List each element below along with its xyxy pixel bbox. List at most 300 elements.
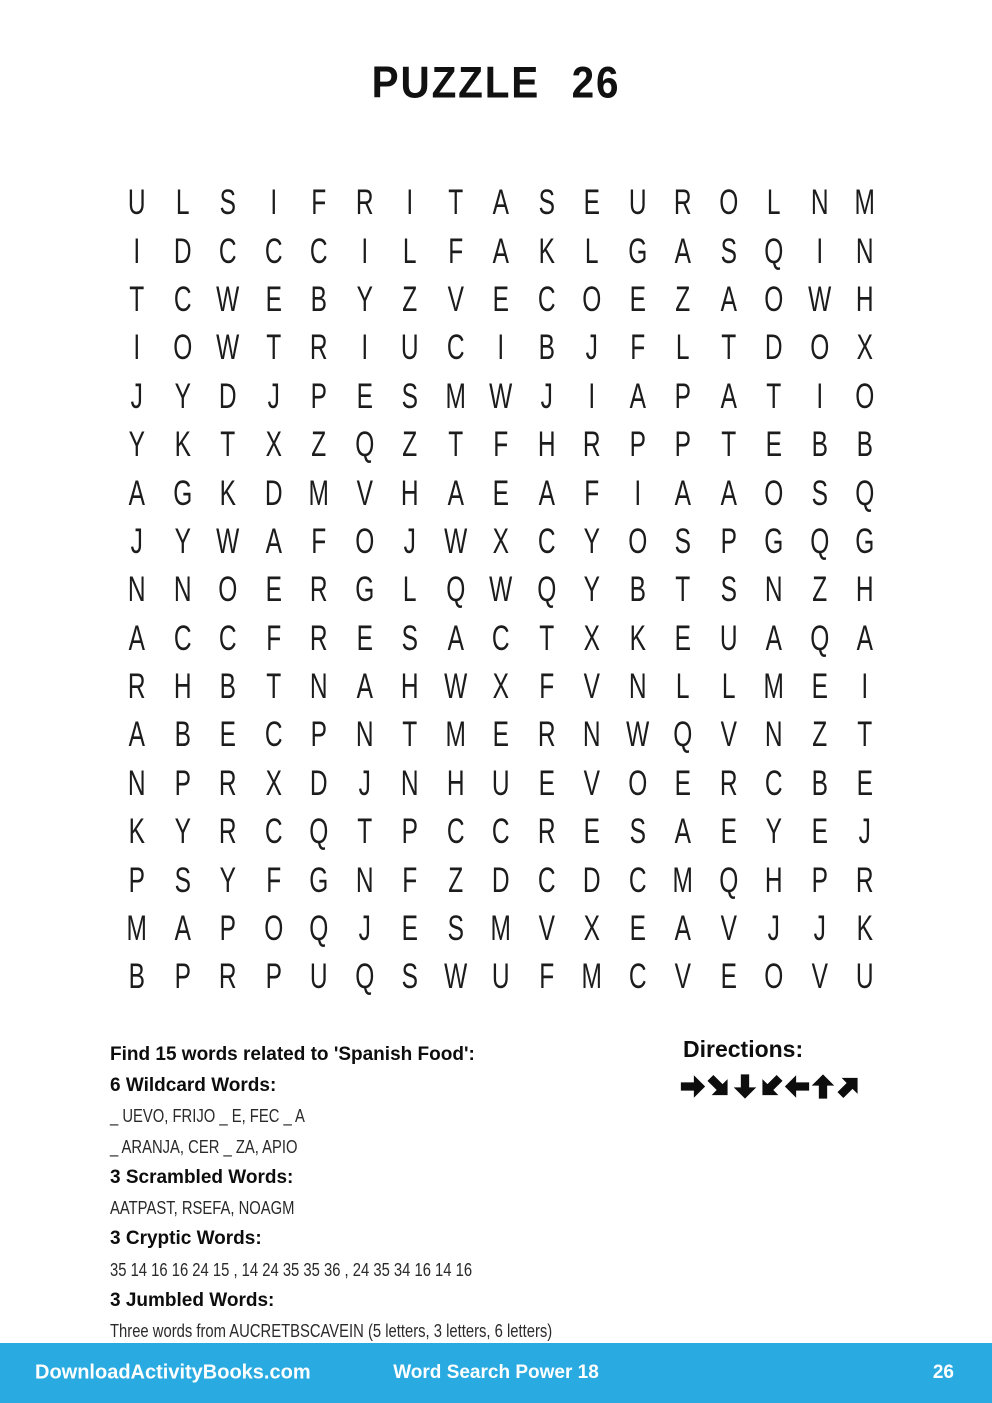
grid-cell: F xyxy=(265,860,281,900)
clues-section xyxy=(110,1040,680,1347)
grid-cell: G xyxy=(309,860,329,900)
clue-line xyxy=(110,1255,680,1286)
grid-cell: G xyxy=(855,521,875,561)
grid-cell: V xyxy=(583,763,600,803)
grid-cell: P xyxy=(310,376,327,416)
find-words-heading: Find 15 words related to 'Spanish Food': xyxy=(110,1044,475,1065)
grid-cell: J xyxy=(358,763,371,803)
grid-cell: W xyxy=(625,715,649,755)
grid-row xyxy=(114,663,888,711)
grid-cell: A xyxy=(128,715,145,755)
grid-cell: R xyxy=(218,957,237,997)
grid-cell: Z xyxy=(447,860,463,900)
grid-cell: J xyxy=(267,376,280,416)
grid-cell: G xyxy=(354,570,374,610)
grid-cell: I xyxy=(861,667,869,707)
clue-line-text: _ ARANJA, CER _ ZA, APIO xyxy=(110,1136,298,1158)
grid-cell: N xyxy=(173,570,192,610)
grid-cell: L xyxy=(584,231,599,271)
grid-cell: R xyxy=(218,812,237,852)
grid-cell: J xyxy=(358,909,371,949)
grid-cell: Z xyxy=(402,279,418,319)
grid-cell: L xyxy=(766,183,781,223)
grid-row xyxy=(114,324,888,372)
clue-line-text: AATPAST, RSEFA, NOAGM xyxy=(110,1197,295,1219)
grid-cell: E xyxy=(765,425,782,465)
grid-cell: C xyxy=(446,328,465,368)
grid-cell: R xyxy=(309,570,328,610)
grid-cell: S xyxy=(401,957,418,997)
grid-row xyxy=(114,421,888,469)
footer-bar xyxy=(0,1343,992,1403)
grid-cell: S xyxy=(720,570,737,610)
grid-row xyxy=(114,808,888,856)
grid-cell: C xyxy=(264,715,283,755)
grid-cell: B xyxy=(128,957,145,997)
grid-cell: S xyxy=(538,183,555,223)
grid-cell: O xyxy=(764,279,784,319)
grid-cell: B xyxy=(538,328,555,368)
grid-cell: J xyxy=(858,812,871,852)
grid-cell: Z xyxy=(402,425,418,465)
grid-cell: T xyxy=(129,279,145,319)
grid-cell: E xyxy=(492,715,509,755)
grid-cell: P xyxy=(674,425,691,465)
grid-cell: P xyxy=(310,715,327,755)
grid-cell: R xyxy=(309,618,328,658)
grid-cell: N xyxy=(764,715,783,755)
grid-cell: N xyxy=(810,183,829,223)
grid-cell: K xyxy=(174,425,191,465)
grid-cell: N xyxy=(764,570,783,610)
grid-cell: C xyxy=(537,279,556,319)
grid-cell: S xyxy=(447,909,464,949)
grid-cell: B xyxy=(219,667,236,707)
grid-cell: W xyxy=(443,521,467,561)
down-right-arrow-icon xyxy=(706,1067,732,1105)
grid-cell: E xyxy=(856,763,873,803)
grid-cell: C xyxy=(173,618,192,658)
grid-cell: V xyxy=(356,473,373,513)
grid-cell: S xyxy=(174,860,191,900)
grid-cell: T xyxy=(265,667,281,707)
grid-cell: W xyxy=(216,328,240,368)
grid-cell: R xyxy=(309,328,328,368)
grid-cell: V xyxy=(674,957,691,997)
grid-cell: N xyxy=(355,860,374,900)
grid-cell: P xyxy=(174,957,191,997)
grid-cell: B xyxy=(811,763,828,803)
grid-cell: I xyxy=(133,231,141,271)
grid-cell: P xyxy=(219,909,236,949)
grid-cell: Q xyxy=(809,521,829,561)
grid-cell: Y xyxy=(583,570,600,610)
grid-cell: V xyxy=(583,667,600,707)
grid-cell: P xyxy=(174,763,191,803)
grid-cell: G xyxy=(764,521,784,561)
grid-cell: T xyxy=(675,570,691,610)
grid-row xyxy=(114,856,888,904)
grid-row xyxy=(114,179,888,227)
grid-cell: V xyxy=(538,909,555,949)
grid-cell: B xyxy=(811,425,828,465)
grid-cell: M xyxy=(445,376,466,416)
grid-cell: Q xyxy=(718,860,738,900)
grid-cell: A xyxy=(356,667,373,707)
grid-cell: A xyxy=(674,812,691,852)
direction-arrows xyxy=(680,1067,862,1105)
grid-cell: L xyxy=(721,667,736,707)
grid-cell: C xyxy=(491,618,510,658)
grid-cell: Y xyxy=(356,279,373,319)
directions-section xyxy=(683,1036,862,1105)
grid-cell: U xyxy=(719,618,738,658)
grid-cell: R xyxy=(537,715,556,755)
grid-cell: M xyxy=(308,473,329,513)
grid-cell: E xyxy=(356,618,373,658)
grid-cell: E xyxy=(811,812,828,852)
grid-cell: R xyxy=(355,183,374,223)
grid-cell: B xyxy=(174,715,191,755)
directions-heading: Directions: xyxy=(683,1036,804,1062)
grid-cell: U xyxy=(309,957,328,997)
grid-cell: U xyxy=(491,957,510,997)
grid-cell: T xyxy=(857,715,873,755)
grid-cell: I xyxy=(633,473,641,513)
grid-cell: J xyxy=(767,909,780,949)
grid-cell: B xyxy=(310,279,327,319)
grid-cell: N xyxy=(628,667,647,707)
grid-cell: P xyxy=(811,860,828,900)
grid-cell: A xyxy=(128,618,145,658)
grid-cell: F xyxy=(629,328,645,368)
grid-cell: C xyxy=(537,521,556,561)
grid-cell: F xyxy=(538,667,554,707)
grid-cell: R xyxy=(719,763,738,803)
grid-cell: O xyxy=(718,183,738,223)
grid-cell: X xyxy=(856,328,873,368)
grid-cell: C xyxy=(264,812,283,852)
grid-cell: M xyxy=(854,183,875,223)
grid-cell: H xyxy=(400,667,419,707)
clue-line-text: Three words from AUCRETBSCAVEIN (5 letters, 3 letters, 6 letters) xyxy=(110,1320,553,1342)
grid-cell: T xyxy=(447,183,463,223)
grid-cell: W xyxy=(489,376,513,416)
grid-cell: X xyxy=(265,763,282,803)
grid-cell: O xyxy=(764,957,784,997)
grid-cell: J xyxy=(813,909,826,949)
grid-cell: C xyxy=(537,860,556,900)
grid-cell: J xyxy=(130,376,143,416)
grid-cell: M xyxy=(445,715,466,755)
grid-cell: I xyxy=(360,231,368,271)
grid-row xyxy=(114,469,888,517)
grid-cell: C xyxy=(218,618,237,658)
page-title: PUZZLE 26 xyxy=(371,57,621,108)
left-arrow-icon xyxy=(784,1067,810,1105)
grid-cell: I xyxy=(133,328,141,368)
footer-book-title: Word Search Power 18 xyxy=(393,1362,599,1383)
grid-cell: I xyxy=(815,231,823,271)
grid-cell: N xyxy=(582,715,601,755)
grid-cell: R xyxy=(537,812,556,852)
grid-cell: Z xyxy=(311,425,327,465)
clue-line xyxy=(110,1193,680,1224)
footer-page-number: 26 xyxy=(932,1362,954,1383)
grid-cell: Q xyxy=(354,425,374,465)
grid-cell: A xyxy=(674,909,691,949)
grid-cell: E xyxy=(219,715,236,755)
grid-cell: X xyxy=(583,618,600,658)
grid-cell: Q xyxy=(809,618,829,658)
grid-cell: W xyxy=(489,570,513,610)
grid-cell: P xyxy=(401,812,418,852)
grid-cell: O xyxy=(809,328,829,368)
grid-cell: Y xyxy=(174,812,191,852)
grid-row xyxy=(114,227,888,275)
grid-cell: E xyxy=(265,279,282,319)
grid-cell: S xyxy=(401,376,418,416)
grid-cell: O xyxy=(764,473,784,513)
grid-cell: O xyxy=(627,521,647,561)
grid-cell: O xyxy=(582,279,602,319)
grid-cell: A xyxy=(447,473,464,513)
grid-cell: Y xyxy=(174,521,191,561)
grid-cell: E xyxy=(492,473,509,513)
grid-cell: E xyxy=(629,909,646,949)
grid-cell: P xyxy=(128,860,145,900)
grid-cell: X xyxy=(492,667,509,707)
grid-cell: J xyxy=(540,376,553,416)
grid-cell: G xyxy=(627,231,647,271)
grid-cell: Q xyxy=(354,957,374,997)
grid-cell: E xyxy=(265,570,282,610)
grid-cell: Y xyxy=(219,860,236,900)
grid-cell: M xyxy=(763,667,784,707)
grid-cell: M xyxy=(126,909,147,949)
grid-cell: E xyxy=(492,279,509,319)
grid-cell: E xyxy=(720,812,737,852)
grid-cell: F xyxy=(493,425,509,465)
footer-website: DownloadActivityBooks.com xyxy=(35,1361,311,1384)
grid-cell: E xyxy=(583,812,600,852)
grid-cell: F xyxy=(311,521,327,561)
grid-cell: C xyxy=(628,860,647,900)
grid-cell: Z xyxy=(675,279,691,319)
grid-cell: N xyxy=(400,763,419,803)
grid-cell: V xyxy=(720,909,737,949)
grid-cell: F xyxy=(447,231,463,271)
grid-cell: I xyxy=(588,376,596,416)
grid-cell: F xyxy=(402,860,418,900)
grid-cell: C xyxy=(491,812,510,852)
grid-row xyxy=(114,953,888,1001)
grid-cell: E xyxy=(811,667,828,707)
grid-cell: K xyxy=(538,231,555,271)
grid-cell: J xyxy=(130,521,143,561)
grid-cell: F xyxy=(311,183,327,223)
grid-cell: A xyxy=(674,473,691,513)
grid-cell: D xyxy=(491,860,510,900)
grid-cell: E xyxy=(583,183,600,223)
grid-cell: H xyxy=(537,425,556,465)
up-right-arrow-icon xyxy=(836,1067,862,1105)
grid-cell: A xyxy=(720,473,737,513)
grid-cell: T xyxy=(356,812,372,852)
grid-row xyxy=(114,905,888,953)
grid-cell: A xyxy=(674,231,691,271)
grid-cell: O xyxy=(855,376,875,416)
grid-cell: V xyxy=(447,279,464,319)
grid-cell: T xyxy=(766,376,782,416)
grid-cell: M xyxy=(581,957,602,997)
grid-cell: U xyxy=(127,183,146,223)
grid-cell: C xyxy=(446,812,465,852)
grid-cell: E xyxy=(629,279,646,319)
grid-cell: D xyxy=(218,376,237,416)
grid-cell: D xyxy=(309,763,328,803)
grid-cell: Y xyxy=(174,376,191,416)
grid-cell: E xyxy=(401,909,418,949)
grid-cell: D xyxy=(764,328,783,368)
grid-cell: H xyxy=(855,279,874,319)
grid-cell: M xyxy=(490,909,511,949)
grid-cell: Y xyxy=(765,812,782,852)
grid-cell: X xyxy=(583,909,600,949)
grid-cell: H xyxy=(173,667,192,707)
grid-cell: K xyxy=(219,473,236,513)
grid-cell: A xyxy=(174,909,191,949)
clue-line xyxy=(110,1132,680,1163)
grid-cell: H xyxy=(446,763,465,803)
grid-cell: U xyxy=(628,183,647,223)
word-grid xyxy=(114,179,888,1002)
grid-cell: S xyxy=(674,521,691,561)
grid-cell: Y xyxy=(128,425,145,465)
grid-cell: E xyxy=(674,763,691,803)
grid-cell: E xyxy=(720,957,737,997)
grid-cell: Y xyxy=(583,521,600,561)
grid-cell: L xyxy=(675,328,690,368)
grid-cell: I xyxy=(360,328,368,368)
grid-cell: N xyxy=(309,667,328,707)
grid-cell: O xyxy=(627,763,647,803)
grid-cell: I xyxy=(497,328,505,368)
grid-cell: W xyxy=(807,279,831,319)
grid-cell: Z xyxy=(811,570,827,610)
grid-cell: G xyxy=(172,473,192,513)
grid-cell: S xyxy=(629,812,646,852)
grid-cell: D xyxy=(173,231,192,271)
grid-cell: U xyxy=(855,957,874,997)
grid-cell: A xyxy=(765,618,782,658)
grid-cell: N xyxy=(127,570,146,610)
grid-cell: B xyxy=(856,425,873,465)
grid-cell: N xyxy=(127,763,146,803)
grid-cell: L xyxy=(675,667,690,707)
grid-cell: Q xyxy=(764,231,784,271)
grid-cell: C xyxy=(309,231,328,271)
grid-cell: F xyxy=(538,957,554,997)
grid-cell: T xyxy=(447,425,463,465)
grid-cell: S xyxy=(401,618,418,658)
grid-cell: H xyxy=(400,473,419,513)
clue-section-heading: 3 Cryptic Words: xyxy=(110,1228,262,1250)
grid-cell: T xyxy=(265,328,281,368)
grid-cell: J xyxy=(585,328,598,368)
grid-cell: L xyxy=(175,183,190,223)
grid-cell: R xyxy=(218,763,237,803)
clue-section-heading: 3 Scrambled Words: xyxy=(110,1166,294,1188)
grid-cell: X xyxy=(492,521,509,561)
grid-cell: K xyxy=(128,812,145,852)
grid-cell: A xyxy=(720,376,737,416)
clue-line xyxy=(110,1101,680,1132)
grid-cell: A xyxy=(856,618,873,658)
grid-cell: K xyxy=(629,618,646,658)
grid-cell: C xyxy=(173,279,192,319)
grid-cell: N xyxy=(355,715,374,755)
grid-cell: B xyxy=(629,570,646,610)
grid-cell: Q xyxy=(309,909,329,949)
grid-cell: P xyxy=(265,957,282,997)
grid-cell: C xyxy=(628,957,647,997)
grid-cell: E xyxy=(674,618,691,658)
grid-cell: T xyxy=(720,425,736,465)
grid-cell: T xyxy=(402,715,418,755)
grid-cell: Q xyxy=(536,570,556,610)
grid-row xyxy=(114,615,888,663)
grid-row xyxy=(114,711,888,759)
clue-section-heading: 3 Jumbled Words: xyxy=(110,1289,275,1311)
grid-cell: X xyxy=(265,425,282,465)
grid-row xyxy=(114,518,888,566)
grid-row xyxy=(114,760,888,808)
grid-cell: K xyxy=(856,909,873,949)
grid-cell: R xyxy=(582,425,601,465)
grid-cell: L xyxy=(402,231,417,271)
grid-cell: V xyxy=(811,957,828,997)
grid-cell: P xyxy=(629,425,646,465)
grid-cell: U xyxy=(400,328,419,368)
grid-cell: O xyxy=(354,521,374,561)
grid-cell: P xyxy=(720,521,737,561)
grid-row xyxy=(114,566,888,614)
clue-sections xyxy=(110,1071,680,1347)
grid-cell: W xyxy=(216,521,240,561)
grid-cell: C xyxy=(264,231,283,271)
grid-cell: A xyxy=(492,183,509,223)
grid-cell: A xyxy=(538,473,555,513)
grid-cell: Q xyxy=(445,570,465,610)
grid-cell: A xyxy=(265,521,282,561)
grid-cell: I xyxy=(406,183,414,223)
grid-cell: Q xyxy=(309,812,329,852)
grid-cell: F xyxy=(584,473,600,513)
grid-cell: O xyxy=(263,909,283,949)
grid-row xyxy=(114,276,888,324)
grid-cell: Q xyxy=(673,715,693,755)
grid-cell: Z xyxy=(811,715,827,755)
grid-cell: T xyxy=(720,328,736,368)
grid-cell: V xyxy=(720,715,737,755)
clue-section-heading: 6 Wildcard Words: xyxy=(110,1074,277,1096)
grid-cell: A xyxy=(629,376,646,416)
grid-cell: O xyxy=(172,328,192,368)
grid-cell: F xyxy=(265,618,281,658)
grid-cell: H xyxy=(764,860,783,900)
down-left-arrow-icon xyxy=(758,1067,784,1105)
